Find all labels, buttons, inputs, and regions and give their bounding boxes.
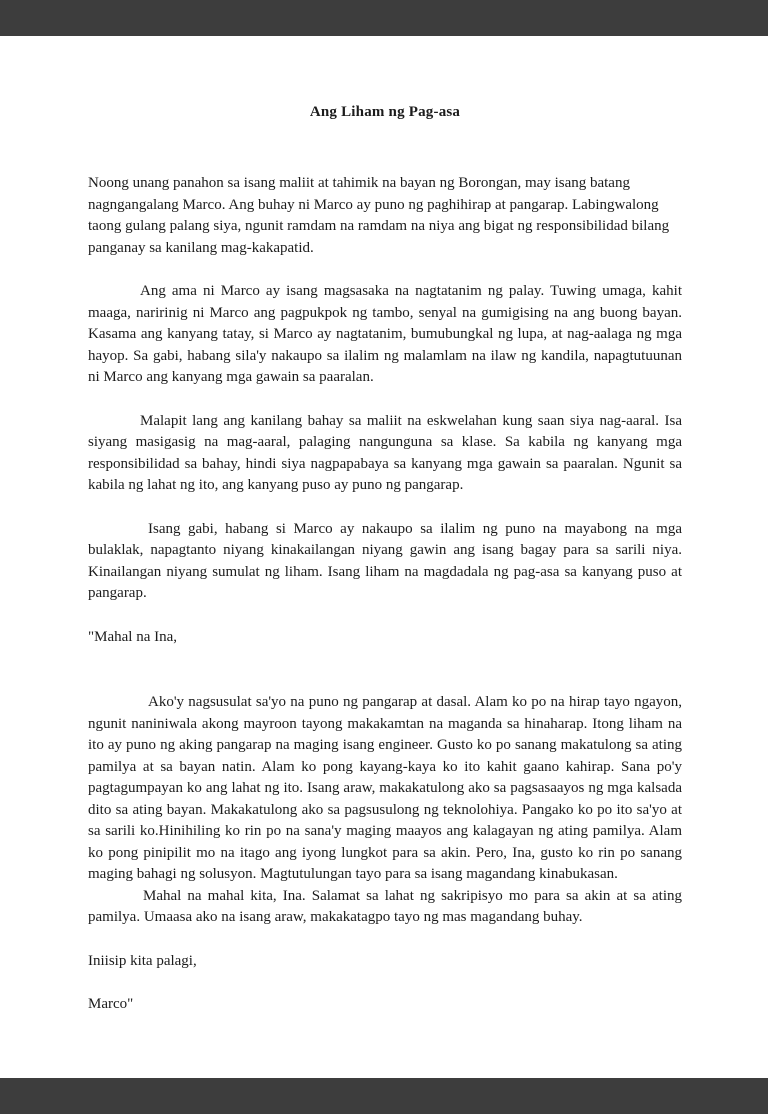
- letter-salutation: "Mahal na Ina,: [88, 628, 178, 645]
- document-title: Ang Liham ng Pag-asa: [309, 104, 461, 120]
- paragraph-intro: Noong unang panahon sa isang maliit at tahimik na bayan ng Borongan, may isang batang nagngangalang Marco. Ang buhay ni Marco ay puno ng paghihirap at pangarap. Labingwalong taong gulang palang siya, ngunit ramdam na ramdam na niya ang bigat ng responsibilidad bilang panganay sa kanilang mag-kakapatid.: [88, 175, 670, 256]
- letter-signature: Marco": [88, 996, 134, 1012]
- viewer-top-bar: [0, 0, 768, 36]
- document-page: [0, 36, 768, 1078]
- letter-signoff: Iniisip kita palagi,: [88, 952, 197, 969]
- viewer-bottom-bar: [0, 1078, 768, 1114]
- letter-body: Ako'y nagsusulat sa'yo na puno ng pangarap at dasal. Alam ko po na hirap tayo ngayon, ngunit naniniwala akong mayroon tayong makakamtan na maganda sa hinaharap. Itong liham na ito ay puno ng aking pangarap na maging isang engineer. Gusto ko po sanang makatulong sa ating pamilya at sa bayan natin. Alam ko pong kayang-kaya ko ito kahit gaano kahirap. Sana po'y pagtagumpayan ko ang lahat ng ito. Isang araw, makakatulong ako sa pagsasaayos ng mga kalsada dito sa ating bayan. Makakatulong ako sa pagsusulong ng teknolohiya. Pangako ko po ito sa'yo at sa sarili ko.Hinihiling ko rin po na sana'y maging maayos ang kalagayan ng ating pamilya. Alam ko pong pinipilit mo na itago ang iyong lungkot para sa akin. Pero, Ina, gusto ko rin po sanang maging bahagi ng solusyon. Magtutulungan tayo para sa isang magandang kinabukasan.: [88, 694, 682, 882]
- paragraph-father: Ang ama ni Marco ay isang magsasaka na nagtatanim ng palay. Tuwing umaga, kahit maaga, naririnig ni Marco ang pagpukpok ng tambo, senyal na gumigising na ang buong bayan. Kasama ang kanyang tatay, si Marco ay nagtatanim, bumubungkal ng lupa, at nag-aalaga ng mga hayop. Sa gabi, habang sila'y nakaupo sa ilalim ng malamlam na ilaw ng kandila, napagtutuunan ni Marco ang kanyang mga gawain sa paaralan.: [88, 283, 682, 385]
- letter-closing-paragraph: Mahal na mahal kita, Ina. Salamat sa lahat ng sakripisyo mo para sa akin at sa ating pamilya. Umaasa ako na isang araw, makakatagpo tayo ng mas magandang buhay.: [88, 887, 682, 925]
- paragraph-school: Malapit lang ang kanilang bahay sa maliit na eskwelahan kung saan siya nag-aaral. Isa siyang masigasig na mag-aaral, palaging nangunguna sa klase. Sa kabila ng kanyang mga responsibilidad sa bahay, hindi siya nagpapabaya sa kanyang mga gawain sa paaralan. Ngunit sa kabila ng lahat ng ito, ang kanyang puso ay puno ng pangarap.: [88, 412, 682, 493]
- paragraph-letter-decision: Isang gabi, habang si Marco ay nakaupo sa ilalim ng puno na mayabong na mga bulaklak, napagtanto niyang kinakailangan niyang gawin ang isang bagay para sa sarili niya. Kinailangan niyang sumulat ng liham. Isang liham na magdadala ng pag-asa sa kanyang puso at pangarap.: [88, 520, 682, 601]
